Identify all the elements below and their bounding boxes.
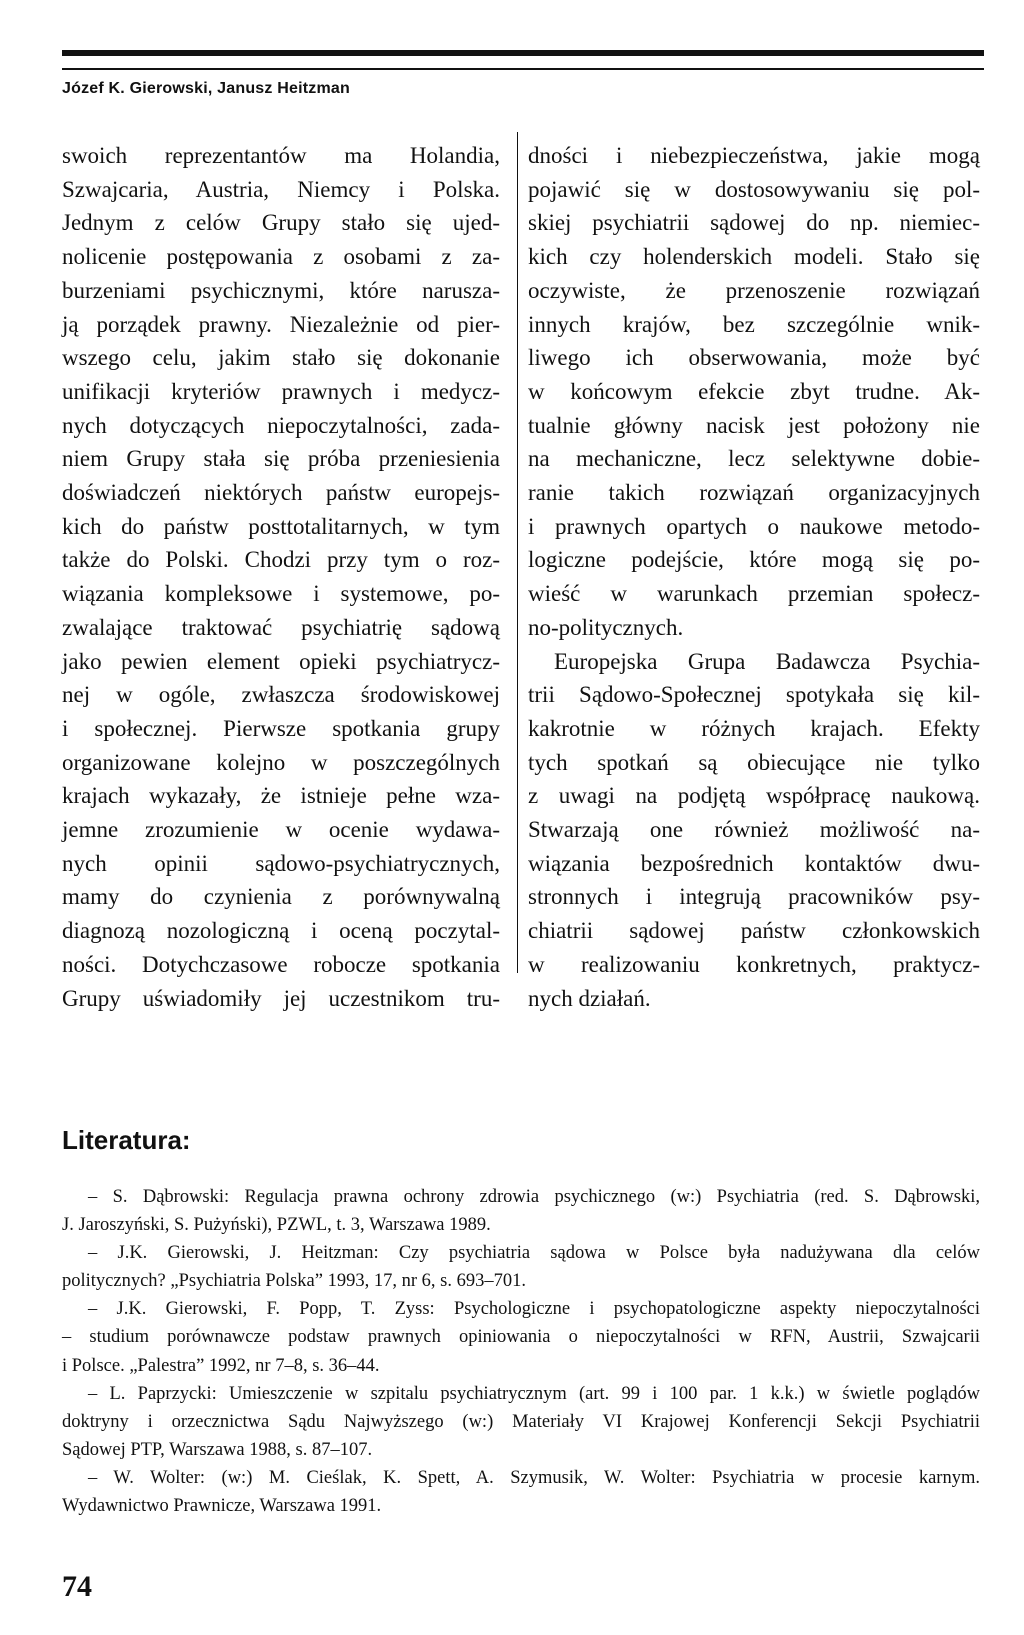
text-line: wieść w warunkach przemian społecz- [528,581,980,607]
text-line: no-politycznych. [528,614,684,640]
text-line: kich do państw posttotalitarnych, w tym [62,513,500,539]
text-line: ranie takich rozwiązań organizacyjnych [528,480,980,506]
text-line: Szwajcaria, Austria, Niemcy i Polska. [62,176,500,202]
reference-line: – J.K. Gierowski, F. Popp, T. Zyss: Psychologiczne i psychopatologiczne aspekty niepoczytalności [88,1299,980,1320]
reference-item [62,1183,980,1239]
text-line: chiatrii sądowej państw członkowskich [528,918,980,944]
text-line: także do Polski. Chodzi przy tym o roz- [62,547,500,573]
reference-line: J. Jaroszyński, S. Pużyński), PZWL, t. 3, Warszawa 1989. [62,1215,491,1236]
text-line: doświadczeń niektórych państw europejs- [62,480,500,506]
text-line: logiczne podejście, które mogą się po- [528,547,980,573]
text-line: burzeniami psychicznymi, które narusza- [62,277,500,303]
text-line: nych działań. [528,985,651,1011]
text-line: jemne zrozumienie w ocenie wydawa- [62,817,500,843]
header-rule-thick [62,50,984,56]
text-line: tualnie główny nacisk jest położony nie [528,412,980,438]
text-line: ją porządek prawny. Niezależnie od pier- [62,311,500,337]
reference-line: politycznych? „Psychiatria Polska” 1993, 17, nr 6, s. 693–701. [62,1271,526,1292]
text-line: i społecznej. Pierwsze spotkania grupy [62,715,500,741]
text-line: kich czy holenderskich modeli. Stało się [528,244,980,270]
text-line: Stwarzają one również możliwość na- [528,817,980,843]
text-line: kakrotnie w różnych krajach. Efekty [528,715,980,741]
text-line: nych dotyczących niepoczytalności, zada- [62,412,500,438]
text-line: unifikacji kryteriów prawnych i medycz- [62,378,500,404]
text-line: skiej psychiatrii sądowej do np. niemiec- [528,210,980,236]
text-line: i prawnych opartych o naukowe metodo- [528,513,980,539]
reference-item [62,1464,980,1520]
text-line: innych krajów, bez szczególnie wnik- [528,311,980,337]
text-line: liwego ich obserwowania, może być [528,345,980,371]
text-line: swoich reprezentantów ma Holandia, [62,143,500,168]
header-rule-thin [62,68,984,70]
text-line: Europejska Grupa Badawcza Psychia- [554,648,980,674]
text-line: niem Grupy stała się próba przeniesienia [62,446,500,472]
text-line: nolicenie postępowania z osobami z za- [62,244,500,270]
text-line: wiązania kompleksowe i systemowe, po- [62,581,500,607]
reference-line: Sądowej PTP, Warszawa 1988, s. 87–107. [62,1439,373,1460]
text-line: wiązania bezpośrednich kontaktów dwu- [528,850,980,876]
text-line: pojawić się w dostosowywaniu się pol- [528,176,980,202]
text-line: dności i niebezpieczeństwa, jakie mogą [528,143,980,168]
reference-line: doktryny i orzecznictwa Sądu Najwyższego (w:) Materiały VI Krajowej Konferencji Sekcji Psychiatrii [62,1411,980,1432]
reference-item [62,1295,980,1379]
reference-line: – W. Wolter: (w:) M. Cieślak, K. Spett, A. Szymusik, W. Wolter: Psychiatria w procesie karnym. [88,1467,980,1488]
running-head: Józef K. Gierowski, Janusz Heitzman [62,80,350,97]
text-line: Grupy uświadomiły jej uczestnikom tru- [62,985,500,1011]
reference-list [62,1183,980,1520]
text-line: diagnozą nozologiczną i oceną poczytal- [62,918,500,944]
text-line: krajach wykazały, że istnieje pełne wza- [62,783,500,809]
text-line: stronnych i integrują pracowników psy- [528,884,980,910]
text-line: z uwagi na podjętą współpracę naukową. [528,783,980,809]
reference-item [62,1239,980,1295]
reference-line: – L. Paprzycki: Umieszczenie w szpitalu psychiatrycznym (art. 99 i 100 par. 1 k.k.) w świetle poglądów [88,1383,980,1404]
text-line: oczywiste, że przenoszenie rozwiązań [528,277,980,303]
text-line: w końcowym efekcie zbyt trudne. Ak- [528,378,980,404]
reference-line: i Polsce. „Palestra” 1992, nr 7–8, s. 36–44. [62,1355,380,1376]
text-line: ności. Dotychczasowe robocze spotkania [62,951,500,977]
text-line: nych opinii sądowo-psychiatrycznych, [62,850,500,876]
literature-heading: Literatura: [62,1125,191,1155]
text-line: wszego celu, jakim stało się dokonanie [62,345,500,371]
reference-line: – studium porównawcze podstaw prawnych opiniowania o niepoczytalności w RFN, Austrii, Szwajcarii [62,1327,980,1348]
text-line: jako pewien element opieki psychiatrycz- [62,648,500,674]
body-column-left [62,139,500,1015]
text-line: w realizowaniu konkretnych, praktycz- [528,951,980,977]
text-line: Jednym z celów Grupy stało się ujed- [62,210,500,236]
column-divider [517,132,518,973]
body-column-right [528,139,980,1015]
text-line: trii Sądowo-Społecznej spotykała się kil- [528,682,980,708]
page-number: 74 [62,1570,92,1603]
text-line: na mechaniczne, lecz selektywne dobie- [528,446,980,472]
text-line: mamy do czynienia z porównywalną [62,884,500,910]
text-line: nej w ogóle, zwłaszcza środowiskowej [62,682,500,708]
text-line: zwalające traktować psychiatrię sądową [62,614,500,640]
text-line: organizowane kolejno w poszczególnych [62,749,500,775]
reference-line: – J.K. Gierowski, J. Heitzman: Czy psychiatria sądowa w Polsce była nadużywana dla celów [88,1243,980,1264]
reference-line: – S. Dąbrowski: Regulacja prawna ochrony zdrowia psychicznego (w:) Psychiatria (red. S. Dąbrowski, [88,1187,980,1207]
text-line: tych spotkań są obiecujące nie tylko [528,749,980,775]
reference-line: Wydawnictwo Prawnicze, Warszawa 1991. [62,1496,382,1517]
reference-item [62,1380,980,1464]
